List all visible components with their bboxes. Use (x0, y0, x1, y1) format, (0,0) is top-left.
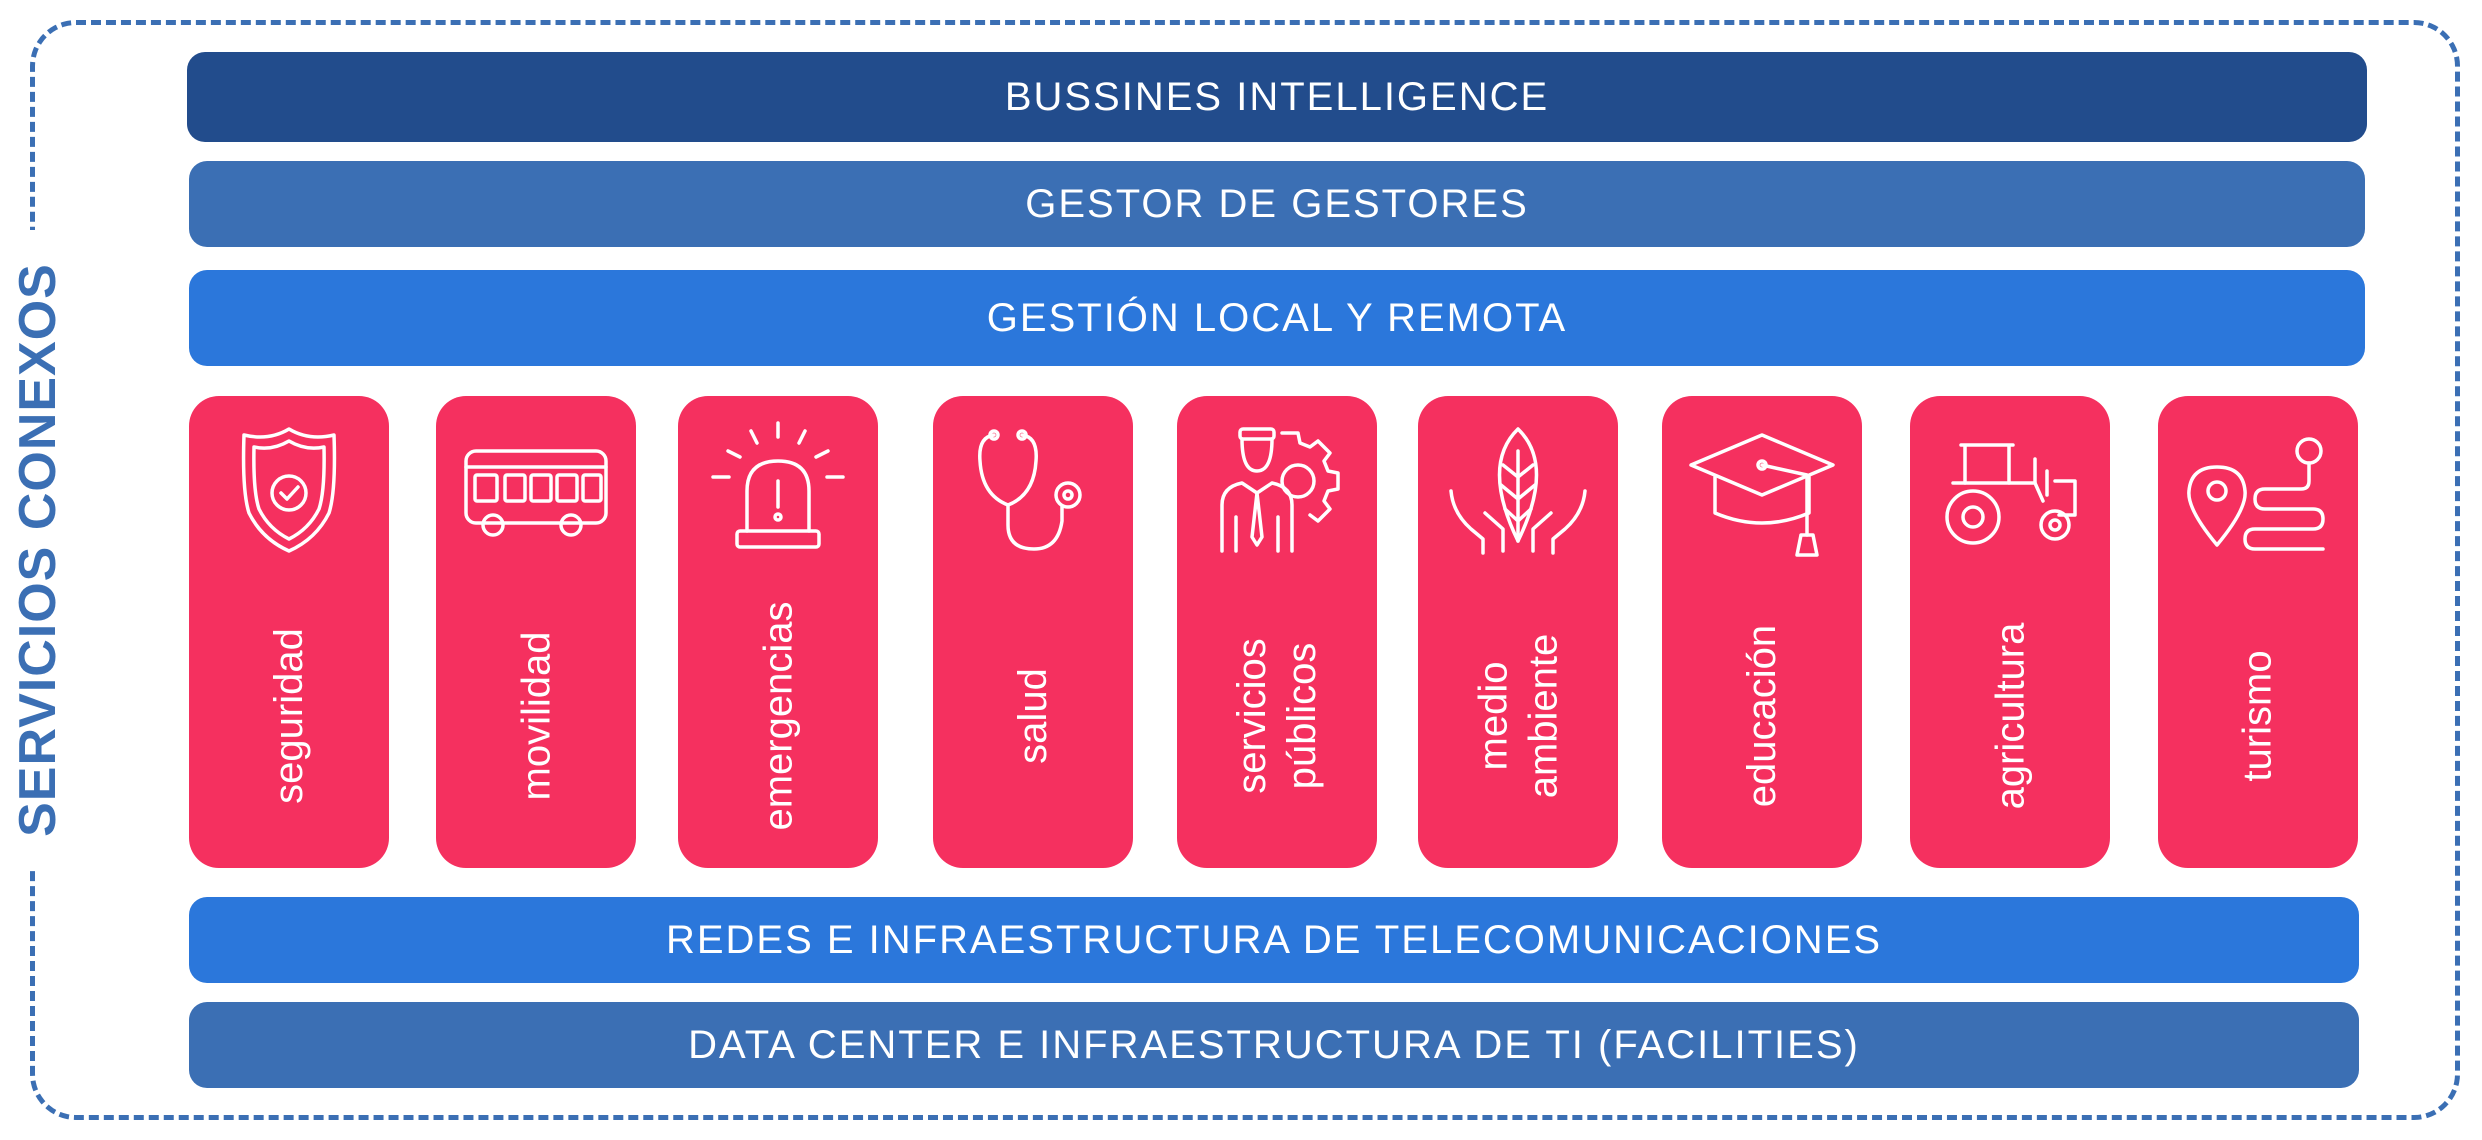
vertical-label: educación (1740, 624, 1784, 808)
vertical-label: turismo (2235, 650, 2280, 782)
vertical-card-movilidad (436, 396, 636, 868)
layer-label: GESTOR DE GESTORES (1025, 181, 1529, 226)
vertical-label: servicios públicos (1230, 638, 1324, 794)
layer-redes-telecomunicaciones (189, 897, 2359, 983)
vertical-label: agricultura (1987, 622, 2032, 810)
vertical-card-servicios-publicos (1177, 396, 1377, 868)
vertical-label: medio ambiente (1471, 633, 1565, 799)
vertical-card-turismo (2158, 396, 2358, 868)
title-text: SERVICIOS CONEXOS (9, 263, 67, 837)
vertical-card-seguridad (189, 396, 389, 868)
stethoscope-icon (953, 416, 1113, 566)
hands-leaf-icon (1438, 416, 1598, 566)
vertical-label: seguridad (267, 628, 311, 804)
vertical-card-educacion (1662, 396, 1862, 868)
vertical-card-salud (933, 396, 1133, 868)
shield-check-icon (209, 416, 369, 566)
vertical-card-medio-ambiente (1418, 396, 1618, 868)
layer-label: DATA CENTER E INFRAESTRUCTURA DE TI (FACILITIES) (688, 1022, 1860, 1067)
vertical-card-agricultura (1910, 396, 2110, 868)
vertical-label: emergencias (756, 601, 801, 831)
route-pin-icon (2178, 416, 2338, 566)
graduation-cap-icon (1682, 416, 1842, 566)
layer-data-center (189, 1002, 2359, 1088)
vertical-card-emergencias (678, 396, 878, 868)
tractor-icon (1930, 416, 2090, 566)
worker-gear-icon (1197, 416, 1357, 566)
vertical-label: movilidad (514, 631, 558, 801)
layer-label: BUSSINES INTELLIGENCE (1004, 74, 1550, 119)
siren-icon (698, 416, 858, 566)
layer-business-intelligence (187, 52, 2367, 142)
servicios-conexos-title (6, 230, 70, 870)
vertical-label: salud (1011, 668, 1055, 764)
bus-icon (456, 416, 616, 566)
layer-gestor-de-gestores (189, 161, 2365, 247)
layer-label: GESTIÓN LOCAL Y REMOTA (986, 295, 1568, 340)
layer-label: REDES E INFRAESTRUCTURA DE TELECOMUNICACIONES (665, 917, 1883, 962)
layer-gestion-local-remota (189, 270, 2365, 366)
